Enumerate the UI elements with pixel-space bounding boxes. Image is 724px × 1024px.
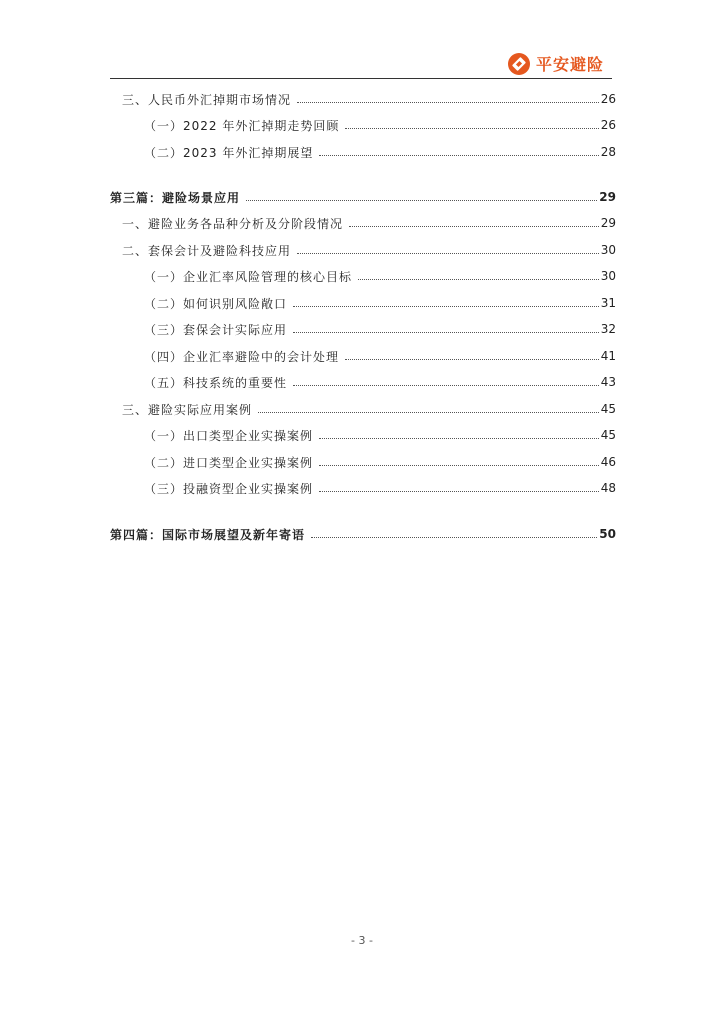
toc-section-entry[interactable]: [110, 237, 616, 263]
toc-entry-page: 29: [599, 190, 616, 204]
toc-leader-dots: [319, 465, 599, 466]
toc-subsection-entry[interactable]: [110, 139, 616, 165]
toc-entry-page: 50: [599, 527, 616, 541]
toc-subsection-entry[interactable]: [110, 369, 616, 395]
toc-leader-dots: [258, 412, 599, 413]
toc-subsection-entry[interactable]: [110, 343, 616, 369]
toc-leader-dots: [358, 279, 599, 280]
toc-entry-page: 28: [600, 145, 616, 159]
toc-entry-label: （三）套保会计实际应用: [144, 322, 288, 337]
toc-subsection-entry[interactable]: [110, 263, 616, 289]
toc-part-entry[interactable]: [110, 184, 616, 210]
toc-subsection-entry[interactable]: [110, 112, 616, 138]
toc-entry-label: （二）进口类型企业实操案例: [144, 455, 314, 470]
toc-entry-page: 32: [600, 322, 616, 336]
toc-entry-page: 26: [600, 118, 616, 132]
toc-leader-dots: [311, 537, 597, 538]
toc-entry-page: 46: [600, 455, 616, 469]
toc-subsection-entry[interactable]: [110, 422, 616, 448]
toc-entry-label: 第四篇：国际市场展望及新年寄语: [110, 527, 306, 542]
toc-entry-label: （三）投融资型企业实操案例: [144, 481, 314, 496]
toc-entry-page: 45: [600, 428, 616, 442]
toc-section-entry[interactable]: [110, 86, 616, 112]
toc-leader-dots: [349, 226, 599, 227]
toc-entry-label: 三、人民币外汇掉期市场情况: [122, 92, 292, 107]
toc-entry-label: （二）2023 年外汇掉期展望: [144, 145, 314, 160]
logo-text: 平安避险: [536, 55, 605, 74]
toc-entry-page: 41: [600, 349, 616, 363]
toc-leader-dots: [319, 438, 599, 439]
toc-section-entry[interactable]: [110, 396, 616, 422]
toc-subsection-entry[interactable]: [110, 290, 616, 316]
toc-entry-page: 30: [600, 269, 616, 283]
toc-leader-dots: [319, 155, 598, 156]
brand-logo: [508, 52, 604, 75]
toc-entry-label: （五）科技系统的重要性: [144, 375, 288, 390]
toc-entry-page: 31: [600, 296, 616, 310]
toc-entry-page: 48: [600, 481, 616, 495]
toc-leader-dots: [319, 491, 599, 492]
toc-leader-dots: [297, 253, 599, 254]
toc-entry-page: 26: [600, 92, 616, 106]
toc-entry-page: 45: [600, 402, 616, 416]
toc-subsection-entry[interactable]: [110, 449, 616, 475]
toc-leader-dots: [345, 359, 599, 360]
toc-leader-dots: [293, 385, 599, 386]
toc-leader-dots: [297, 102, 599, 103]
toc-entry-label: 二、套保会计及避险科技应用: [122, 243, 292, 258]
toc-entry-label: （一）企业汇率风险管理的核心目标: [144, 269, 353, 284]
toc-entry-label: 三、避险实际应用案例: [122, 402, 253, 417]
toc-leader-dots: [246, 200, 597, 201]
toc-entry-label: （二）如何识别风险敞口: [144, 296, 288, 311]
toc-part-entry[interactable]: [110, 521, 616, 547]
toc-entry-page: 30: [600, 243, 616, 257]
toc-leader-dots: [293, 332, 599, 333]
toc-leader-dots: [293, 306, 599, 307]
toc-subsection-entry[interactable]: [110, 475, 616, 501]
header-divider: [110, 78, 612, 79]
toc-entry-page: 29: [600, 216, 616, 230]
toc-entry-page: 43: [600, 375, 616, 389]
toc-entry-label: 第三篇：避险场景应用: [110, 190, 241, 205]
toc-entry-label: 一、避险业务各品种分析及分阶段情况: [122, 216, 344, 231]
ping-an-logo-icon: [508, 53, 530, 75]
toc-entry-label: （一）2022 年外汇掉期走势回顾: [144, 118, 340, 133]
toc-leader-dots: [345, 128, 598, 129]
toc-section-entry[interactable]: [110, 210, 616, 236]
toc-entry-label: （一）出口类型企业实操案例: [144, 428, 314, 443]
toc-entry-label: （四）企业汇率避险中的会计处理: [144, 349, 340, 364]
toc-subsection-entry[interactable]: [110, 316, 616, 342]
page-number: - 3 -: [351, 934, 373, 947]
